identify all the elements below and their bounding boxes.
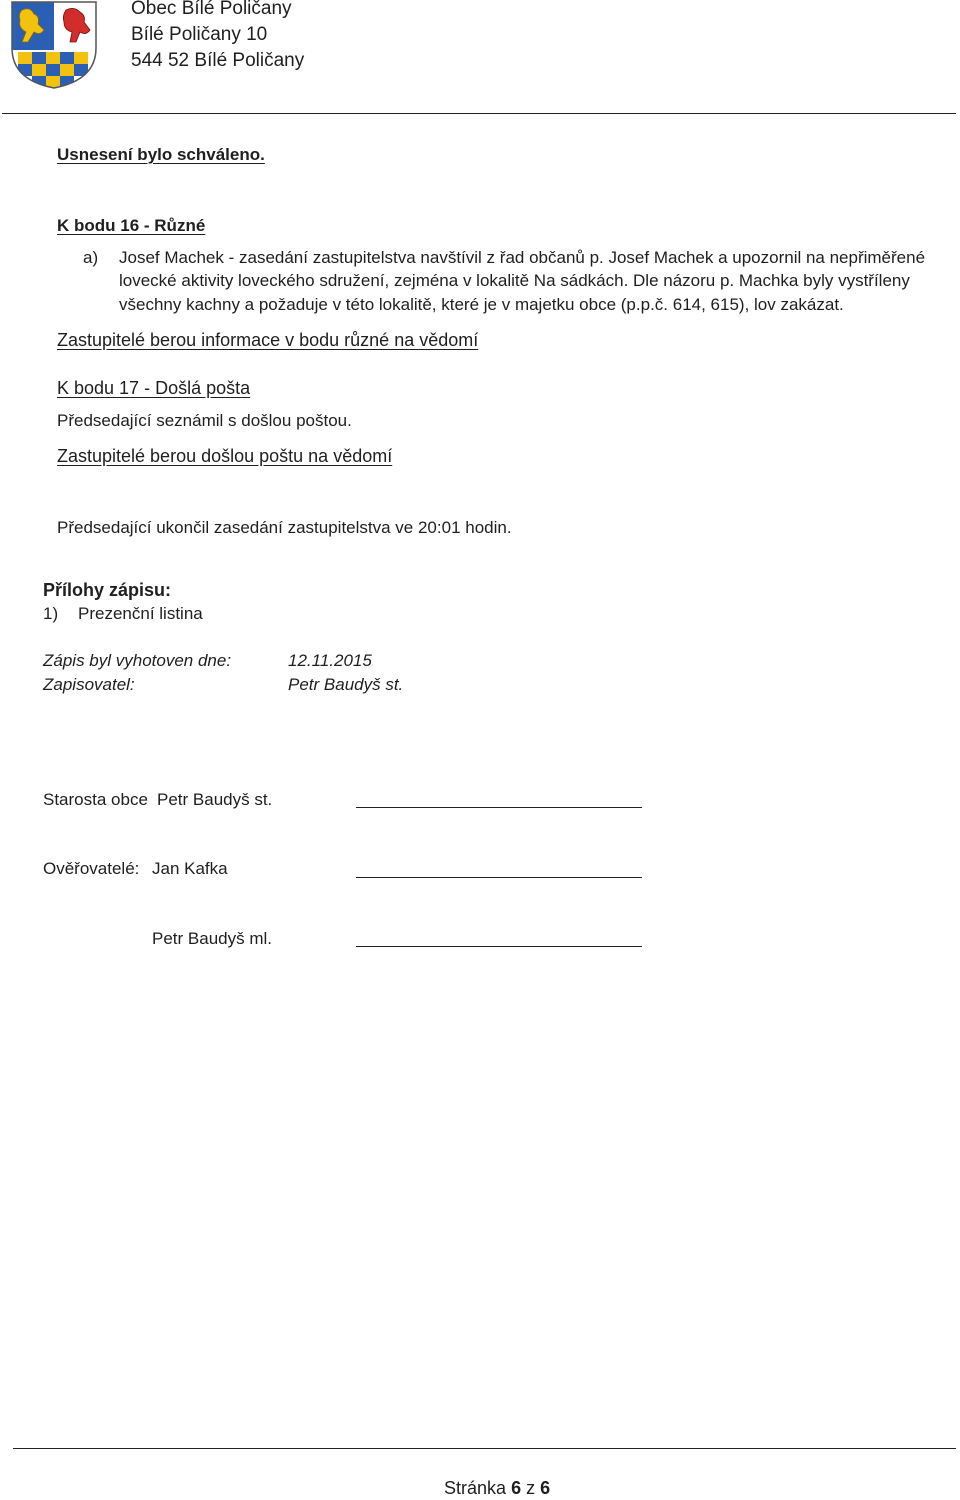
point17-heading: K bodu 17 - Došlá pošta — [57, 378, 251, 398]
point16-item-line: všechny kachny a požaduje v této lokalitě, které je v majetku obce (p.p.č. 614, 615), lov zakázat. — [119, 295, 844, 314]
approved-statement: Usnesení bylo schváleno. — [57, 145, 265, 164]
header-address: Bílé Poličany 10 — [131, 24, 268, 45]
attachment-number: 1) — [43, 604, 59, 623]
record-date-value: 12.11.2015 — [288, 651, 372, 670]
mayor-label: Starosta obce — [43, 790, 148, 809]
point16-item-marker: a) — [83, 248, 99, 267]
header-rule — [2, 113, 956, 114]
point16-item-line: Josef Machek - zasedání zastupitelstva navštívil z řad občanů p. Josef Machek a upozornil na nepřiměřené — [119, 248, 926, 267]
point16-item-line: lovecké aktivity loveckého sdružení, zejména v lokalitě Na sádkách. Dle názoru p. Machka byly vystříleny — [119, 271, 910, 290]
attachments-heading: Přílohy zápisu: — [43, 580, 172, 600]
point17-resolution: Zastupitelé berou došlou poštu na vědomí — [57, 446, 393, 466]
mayor-signature-line — [356, 807, 642, 808]
verifier-name: Petr Baudyš ml. — [152, 929, 272, 948]
mayor-name: Petr Baudyš st. — [157, 790, 273, 809]
record-date-label: Zápis byl vyhotoven dne: — [43, 651, 232, 670]
header-postcode: 544 52 Bílé Poličany — [131, 50, 305, 71]
verifier1-signature-line — [356, 877, 642, 878]
verifier2-signature-line — [356, 946, 642, 947]
closing-statement: Předsedající ukončil zasedání zastupitelstva ve 20:01 hodin. — [57, 518, 512, 537]
attachment-label: Prezenční listina — [78, 604, 203, 623]
point16-resolution: Zastupitelé berou informace v bodu různé na vědomí — [57, 330, 479, 350]
page-word: Stránka — [444, 1478, 507, 1498]
verifiers-label: Ověřovatelé: — [43, 859, 140, 878]
verifier-name: Jan Kafka — [152, 859, 228, 878]
point16-heading: K bodu 16 - Různé — [57, 216, 206, 235]
header-municipality: Obec Bílé Poličany — [131, 0, 292, 19]
footer-rule — [13, 1448, 956, 1449]
page-total: 6 — [540, 1478, 551, 1498]
point17-text: Předsedající seznámil s došlou poštou. — [57, 411, 352, 430]
page-current: 6 — [511, 1478, 522, 1498]
record-writer-label: Zapisovatel: — [43, 675, 135, 694]
page-of: z — [526, 1478, 536, 1498]
record-writer-value: Petr Baudyš st. — [288, 675, 404, 694]
coat-of-arms — [10, 0, 98, 90]
